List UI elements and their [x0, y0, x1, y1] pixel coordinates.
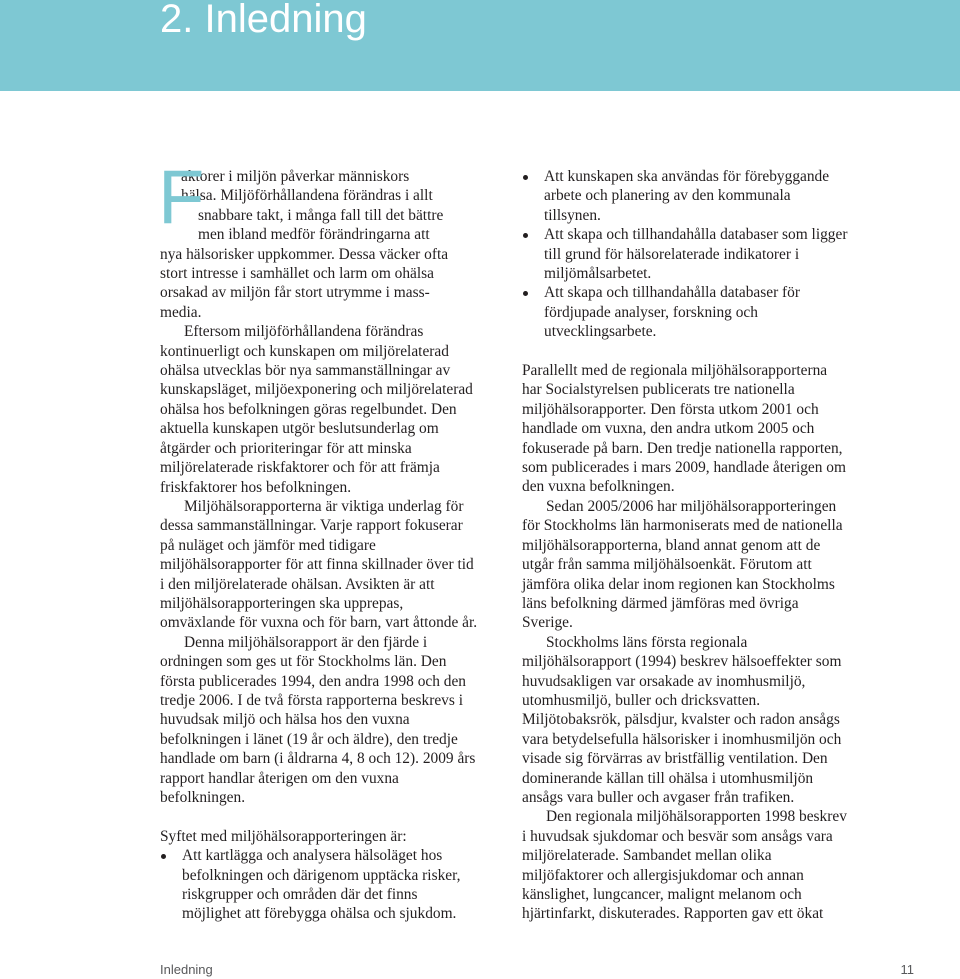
aim-list-item [160, 846, 480, 924]
lead-line: stort intresse i samhället och larm om ohälsa [160, 265, 434, 283]
lead-paragraph [158, 155, 480, 322]
lead-line: snabbare takt, i många fall till det bättre [198, 206, 444, 224]
bullet-icon [161, 854, 166, 859]
lead-line: aktorer i miljön påverkar människors [181, 168, 410, 185]
aim-list-text: Att kartlägga och analysera hälsoläget hos befolkningen och därigenom upptäcka risker, riskgrupper och områden där det finns möjlighet att förebygga ohälsa och sjukdom. [182, 847, 461, 923]
aim-list-text: Att skapa och tillhandahålla databaser för fördjupade analyser, forskning och utvecklingsarbete. [544, 284, 800, 341]
aim-list [160, 846, 480, 924]
body-paragraph: Eftersom miljöförhållandena förändras kontinuerligt och kunskapen om miljörelaterad ohälsa utvecklas bör nya sammanställningar av kunskapsläget, miljöexponering och miljörelaterad ohälsa hos befolkningen göras regelbundet. Den aktuella kunskapen utgör beslutsunderlag om åtgärder och prioriteringar för att minska miljörelaterade riskfaktorer och för att främja friskfaktorer hos befolkningen. [160, 323, 473, 496]
bullet-icon [523, 233, 528, 238]
aim-list-continued [522, 167, 848, 342]
lead-line: orsakad av miljön får stort utrymme i mass- [160, 284, 430, 302]
body-paragraph: Parallellt med de regionala miljöhälsorapporterna har Socialstyrelsen publicerats tre nationella miljöhälsorapporter. Den första utkom 2001 och handlade om vuxna, den andra utkom 2005 och fokuserade på barn. Den tredje nationella rapporten, som publicerades i mars 2009, handlade återigen om den vuxna befolkningen. [522, 362, 846, 496]
bullet-icon [523, 291, 528, 296]
lead-line: media. [160, 303, 202, 321]
header-band [0, 0, 960, 91]
lead-line: men ibland medför förändringarna att [198, 226, 430, 244]
chapter-title: 2. Inledning [160, 0, 367, 41]
aim-intro: Syftet med miljöhälsorapporteringen är: [160, 827, 407, 845]
lead-line: nya hälsorisker uppkommer. Dessa väcker ofta [160, 245, 449, 263]
body-paragraph: Denna miljöhälsorapport är den fjärde i ordningen som ges ut för Stockholms län. Den första publicerades 1994, den andra 1998 och den tredje 2006. I de två första rapporterna beskrevs i huvudsak miljö och hälsa hos den vuxna befolkningen i länet (19 år och äldre), den tredje handlade om barn (i åldrarna 4, 8 och 12). 2009 års rapport handlar återigen om den vuxna befolkningen. [160, 633, 476, 806]
dropcap-letter: F [158, 155, 205, 240]
bullet-icon [523, 175, 528, 180]
body-paragraph: Den regionala miljöhälsorapporten 1998 beskrev i huvudsak sjukdomar och besvär som ansågs vara miljörelaterade. Sambandet mellan olika miljöfaktorer och allergisjukdomar och annan känslighet, lungcancer, malignt melanom och hjärtinfarkt, diskuterades. Rapporten gav ett ökat [522, 808, 847, 923]
aim-list-item [522, 283, 848, 341]
aim-list-item [522, 225, 848, 283]
footer-section-name: Inledning [160, 962, 213, 977]
footer-page-number: 11 [900, 962, 914, 977]
left-column [158, 155, 480, 924]
lead-line: hälsa. Miljöförhållandena förändras i allt [181, 187, 433, 205]
aim-list-text: Att skapa och tillhandahålla databaser som ligger till grund för hälsorelaterade indikatorer i miljömålsarbetet. [544, 226, 848, 283]
right-column [522, 167, 848, 924]
aim-list-item [522, 167, 848, 225]
body-paragraph: Miljöhälsorapporterna är viktiga underlag för dessa sammanställningar. Varje rapport fokuserar på nuläget och jämför med tidigare miljöhälsorapporter för att finna skillnader över tid i den miljörelaterade ohälsan. Avsikten är att miljöhälsorapporteringen ska upprepas, omväxlande för vuxna och för barn, vart åttonde år. [160, 497, 478, 632]
body-paragraph: Stockholms läns första regionala miljöhälsorapport (1994) beskrev hälsoeffekter som huvudsakligen var orsakade av inomhusmiljö, utomhusmiljö, buller och dricksvatten. Miljötobaksrök, pälsdjur, kvalster och radon ansågs vara betydelsefulla hälsorisker i inomhusmiljön och visade sig förvärras av bristfällig ventilation. Den dominerande källan till ohälsa i utomhusmiljön ansågs vara buller och avgaser från trafiken. [522, 633, 842, 806]
aim-list-text: Att kunskapen ska användas för förebyggande arbete och planering av den kommunala tillsynen. [544, 168, 830, 224]
body-paragraph: Sedan 2005/2006 har miljöhälsorapporteringen för Stockholms län harmoniserats med de nationella miljöhälsorapporterna, bland annat genom att de utgår från samma miljöhälsoenkät. Förutom att jämföra olika delar inom regionen kan Stockholms läns befolkning därmed jämföras med övriga Sverige. [522, 497, 843, 632]
